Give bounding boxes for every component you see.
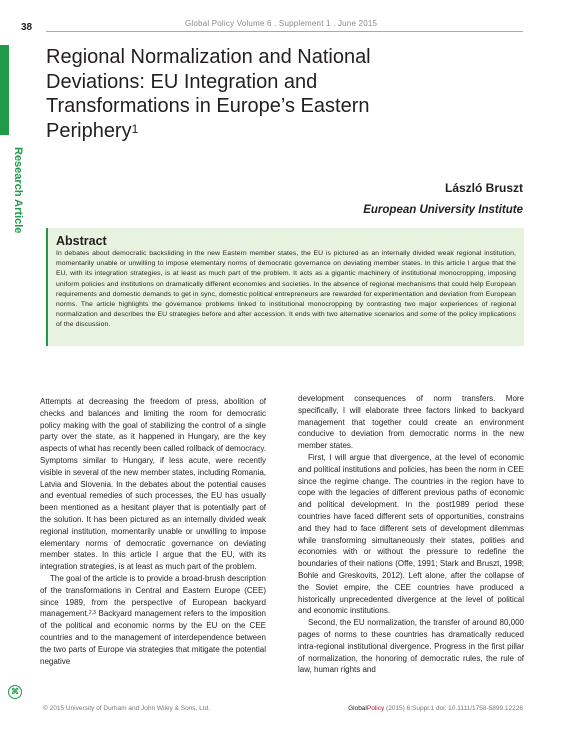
body-text: Backyard management refers to the imposition of the political and economic norms by the EU on the CEE countries and to the management of interdependence between the two parts of Europe via strategies that mitigate the potential negative: [40, 609, 266, 666]
body-paragraph: development consequences of norm transfers. More specifically, I will elaborate three factors linked to backyard management that together could create an environment conducive to deviation from democratic norms in the new member states.: [298, 394, 524, 451]
body-paragraph: Attempts at decreasing the freedom of press, abolition of checks and balances and limiting the room for democratic policy making with the goal of stabilizing the control of a single party over the state, as it happened in Hungary, are the key aspects of what has recently been called rollback of democracy. Symptoms similar to Hungary, if less acute, were recently visible in several of the new member states, including Romania, Latvia and Slovenia. In the debates about the potential causes and eventual remedies of such processes, the EU has usually been mentioned as a hesitant player that is potentially part of the solution. It has been pictured as an internally divided weak regional institution, momentarily unable or unwilling to impose elementary norms of democratic governance on deviating member states. In this article I argue that the EU, with its integration strategies, is at least as much part of the problem.: [40, 397, 266, 572]
side-label: [8, 147, 28, 237]
body-column-left: [40, 396, 266, 667]
doi-citation[interactable]: (2015) 6:Suppl.1 doi: 10.1111/1758-5899.12226: [384, 705, 523, 712]
article-title: [46, 45, 446, 143]
page-number: 38: [21, 22, 33, 33]
body-paragraph: First, I will argue that divergence, at the level of economic and political institutions and policies, has been the norm in CEE since the regime change. The countries in the region have to cope with the legacies of different previous paths of economic and political development. In the post1989 period these countries have faced different sets of opportunities, constrains and they had to face different sets of development dilemmas while transforming simultaneously their states, polities and economies with or without the pressure to redefine the boundaries of their nations (Offe, 1991; Stark and Bruszt, 1998; Bohle and Greskovits, 2012). Left alone, after the collapse of the Soviet empire, the CEE countries have produced a historically unprecedented divergence at the level of political and economic institutions.: [298, 452, 524, 616]
journal-name-policy: Policy: [366, 705, 385, 712]
footer-citation: [348, 705, 523, 712]
open-access-icon: ⌘: [8, 685, 22, 699]
abstract-heading: Abstract: [56, 234, 107, 248]
author-name: László Bruszt: [444, 181, 523, 195]
body-paragraph: Second, the EU normalization, the transfer of around 80,000 pages of norms to these countries has dramatically reduced intra-regional institutional divergence. Progress in the first pillar of normalization, the honoring of democratic rules, the rule of law, human rights and: [298, 618, 524, 675]
header-rule: [46, 31, 523, 32]
abstract-text: In debates about democratic backsliding in the new Eastern member states, the EU is pictured as an internally divided weak regional institution, momentarily unable or unwilling to impose elementary norms of democratic governance on deviating member states. In this article I argue that the EU, with its integration strategies, is at least as much part of the problem. It acts as a gigantic machinery of institutional monocropping, imposing uniform policies and institutions on dramatically different economies and societies. In the absence of regional mechanisms that could help European requirements and domestic demands to get in sync, domestic political entrepreneurs are rewarded for experimentation and deviation from European norms. The article highlights the governance problems linked to institutional monocropping by contrasting two major experiences of regional normalization and describes the EU strategies before and after accession. It ends with two alternative scenarios and some of the policy implications of the discussion.: [56, 250, 516, 329]
journal-name-global: Global: [348, 705, 367, 712]
footer-copyright: © 2015 University of Durham and John Wiley & Sons, Ltd.: [43, 705, 211, 712]
article-title-text: Regional Normalization and National Deviations: EU Integration and Transformations in Europe’s Eastern Periphery: [46, 46, 371, 142]
side-label-text: Research Article: [12, 147, 24, 234]
title-footnote-marker[interactable]: 1: [131, 121, 139, 136]
abstract-box: [46, 228, 524, 346]
body-column-right: [298, 393, 524, 676]
body-paragraph: [40, 573, 266, 667]
body-text: The goal of the article is to provide a broad-brush description of the transformations in Central and Eastern Europe (CEE) since 1989, from the perspective of European backyard management.: [40, 573, 266, 619]
footnote-marker[interactable]: 2,3: [88, 610, 96, 617]
running-head: Global Policy Volume 6 . Supplement 1 . June 2015: [185, 19, 378, 28]
accent-bar: [0, 45, 9, 135]
author-affiliation: European University Institute: [363, 204, 523, 216]
